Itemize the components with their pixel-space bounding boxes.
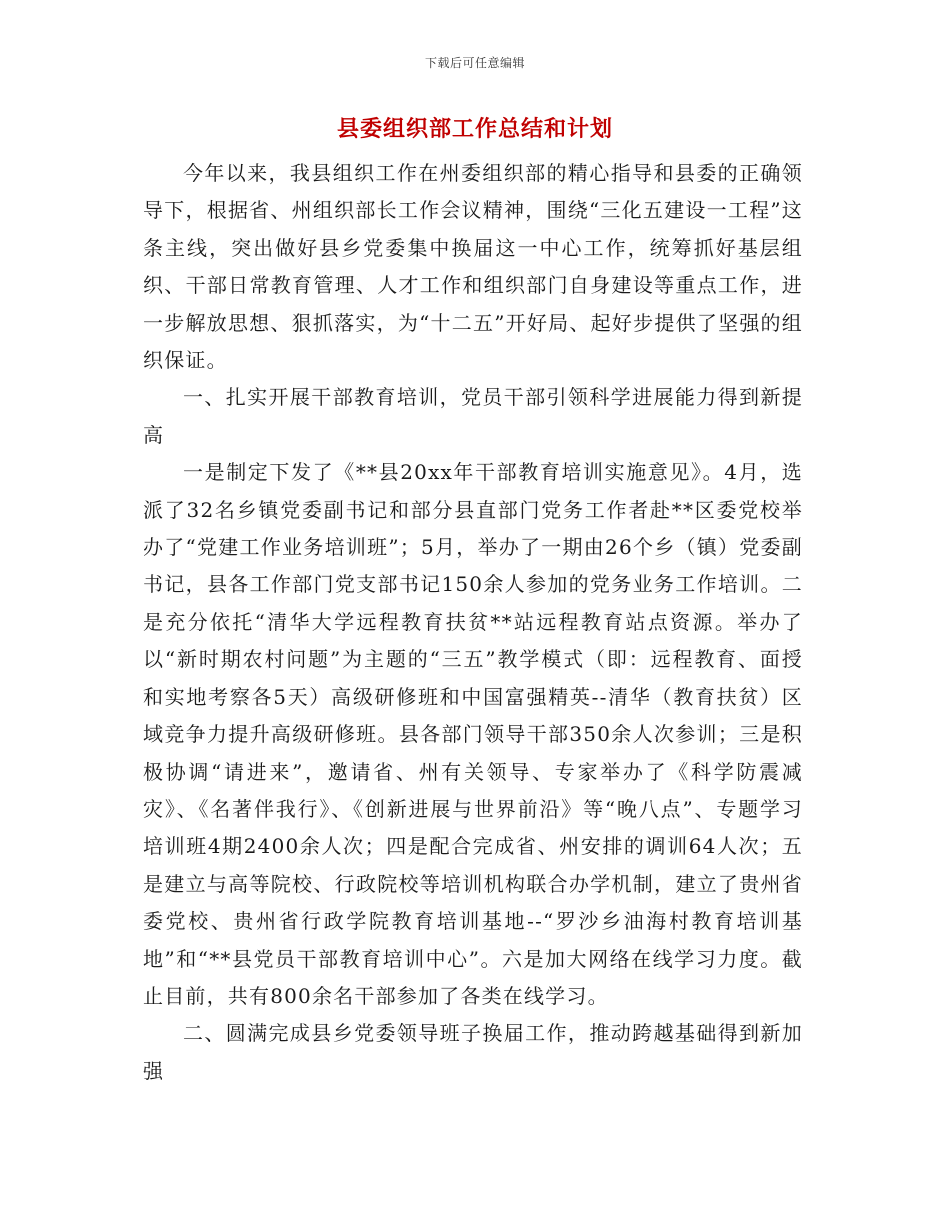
section-heading-2: 二、圆满完成县乡党委领导班子换届工作，推动跨越基础得到新加强 [143, 1021, 803, 1083]
header-note: 下载后可任意编辑 [424, 56, 525, 70]
document-body [143, 155, 803, 1090]
paragraph-training: 一是制定下发了《**县20xx年干部教育培训实施意见》。4月，选派了32名乡镇党委副书记和部分县直部门党务工作者赴**区委党校举办了“党建工作业务培训班”；5月，举办了一期由26个乡（镇）党委副书记，县各工作部门党支部书记150余人参加的党务业务工作培训。二是充分依托“清华大学远程教育扶贫**站远程教育站点资源。举办了以“新时期农村问题”为主题的“三五”教学模式（即：远程教育、面授和实地考察各5天）高级研修班和中国富强精英--清华（教育扶贫）区域竞争力提升高级研修班。县各部门领导干部350余人次参训；三是积极协调“请进来”，邀请省、州有关领导、专家举办了《科学防震减灾》、《名著伴我行》、《创新进展与世界前沿》等“晚八点”、专题学习培训班4期2400余人次；四是配合完成省、州安排的调训64人次；五是建立与高等院校、行政院校等培训机构联合办学机制，建立了贵州省委党校、贵州省行政学院教育培训基地--“罗沙乡油海村教育培训基地”和“**县党员干部教育培训中心”。六是加大网络在线学习力度。截止目前，共有800余名干部参加了各类在线学习。 [143, 460, 803, 1008]
paragraph-intro: 今年以来，我县组织工作在州委组织部的精心指导和县委的正确领导下，根据省、州组织部长工作会议精神，围绕“三化五建设一工程”这条主线，突出做好县乡党委集中换届这一中心工作，统筹抓好基层组织、干部日常教育管理、人才工作和组织部门自身建设等重点工作，进一步解放思想、狠抓落实，为“十二五”开好局、起好步提供了坚强的组织保证。 [143, 161, 803, 373]
section-heading-1: 一、扎实开展干部教育培训，党员干部引领科学进展能力得到新提高 [143, 385, 803, 447]
document-title: 县委组织部工作总结和计划 [336, 117, 613, 142]
